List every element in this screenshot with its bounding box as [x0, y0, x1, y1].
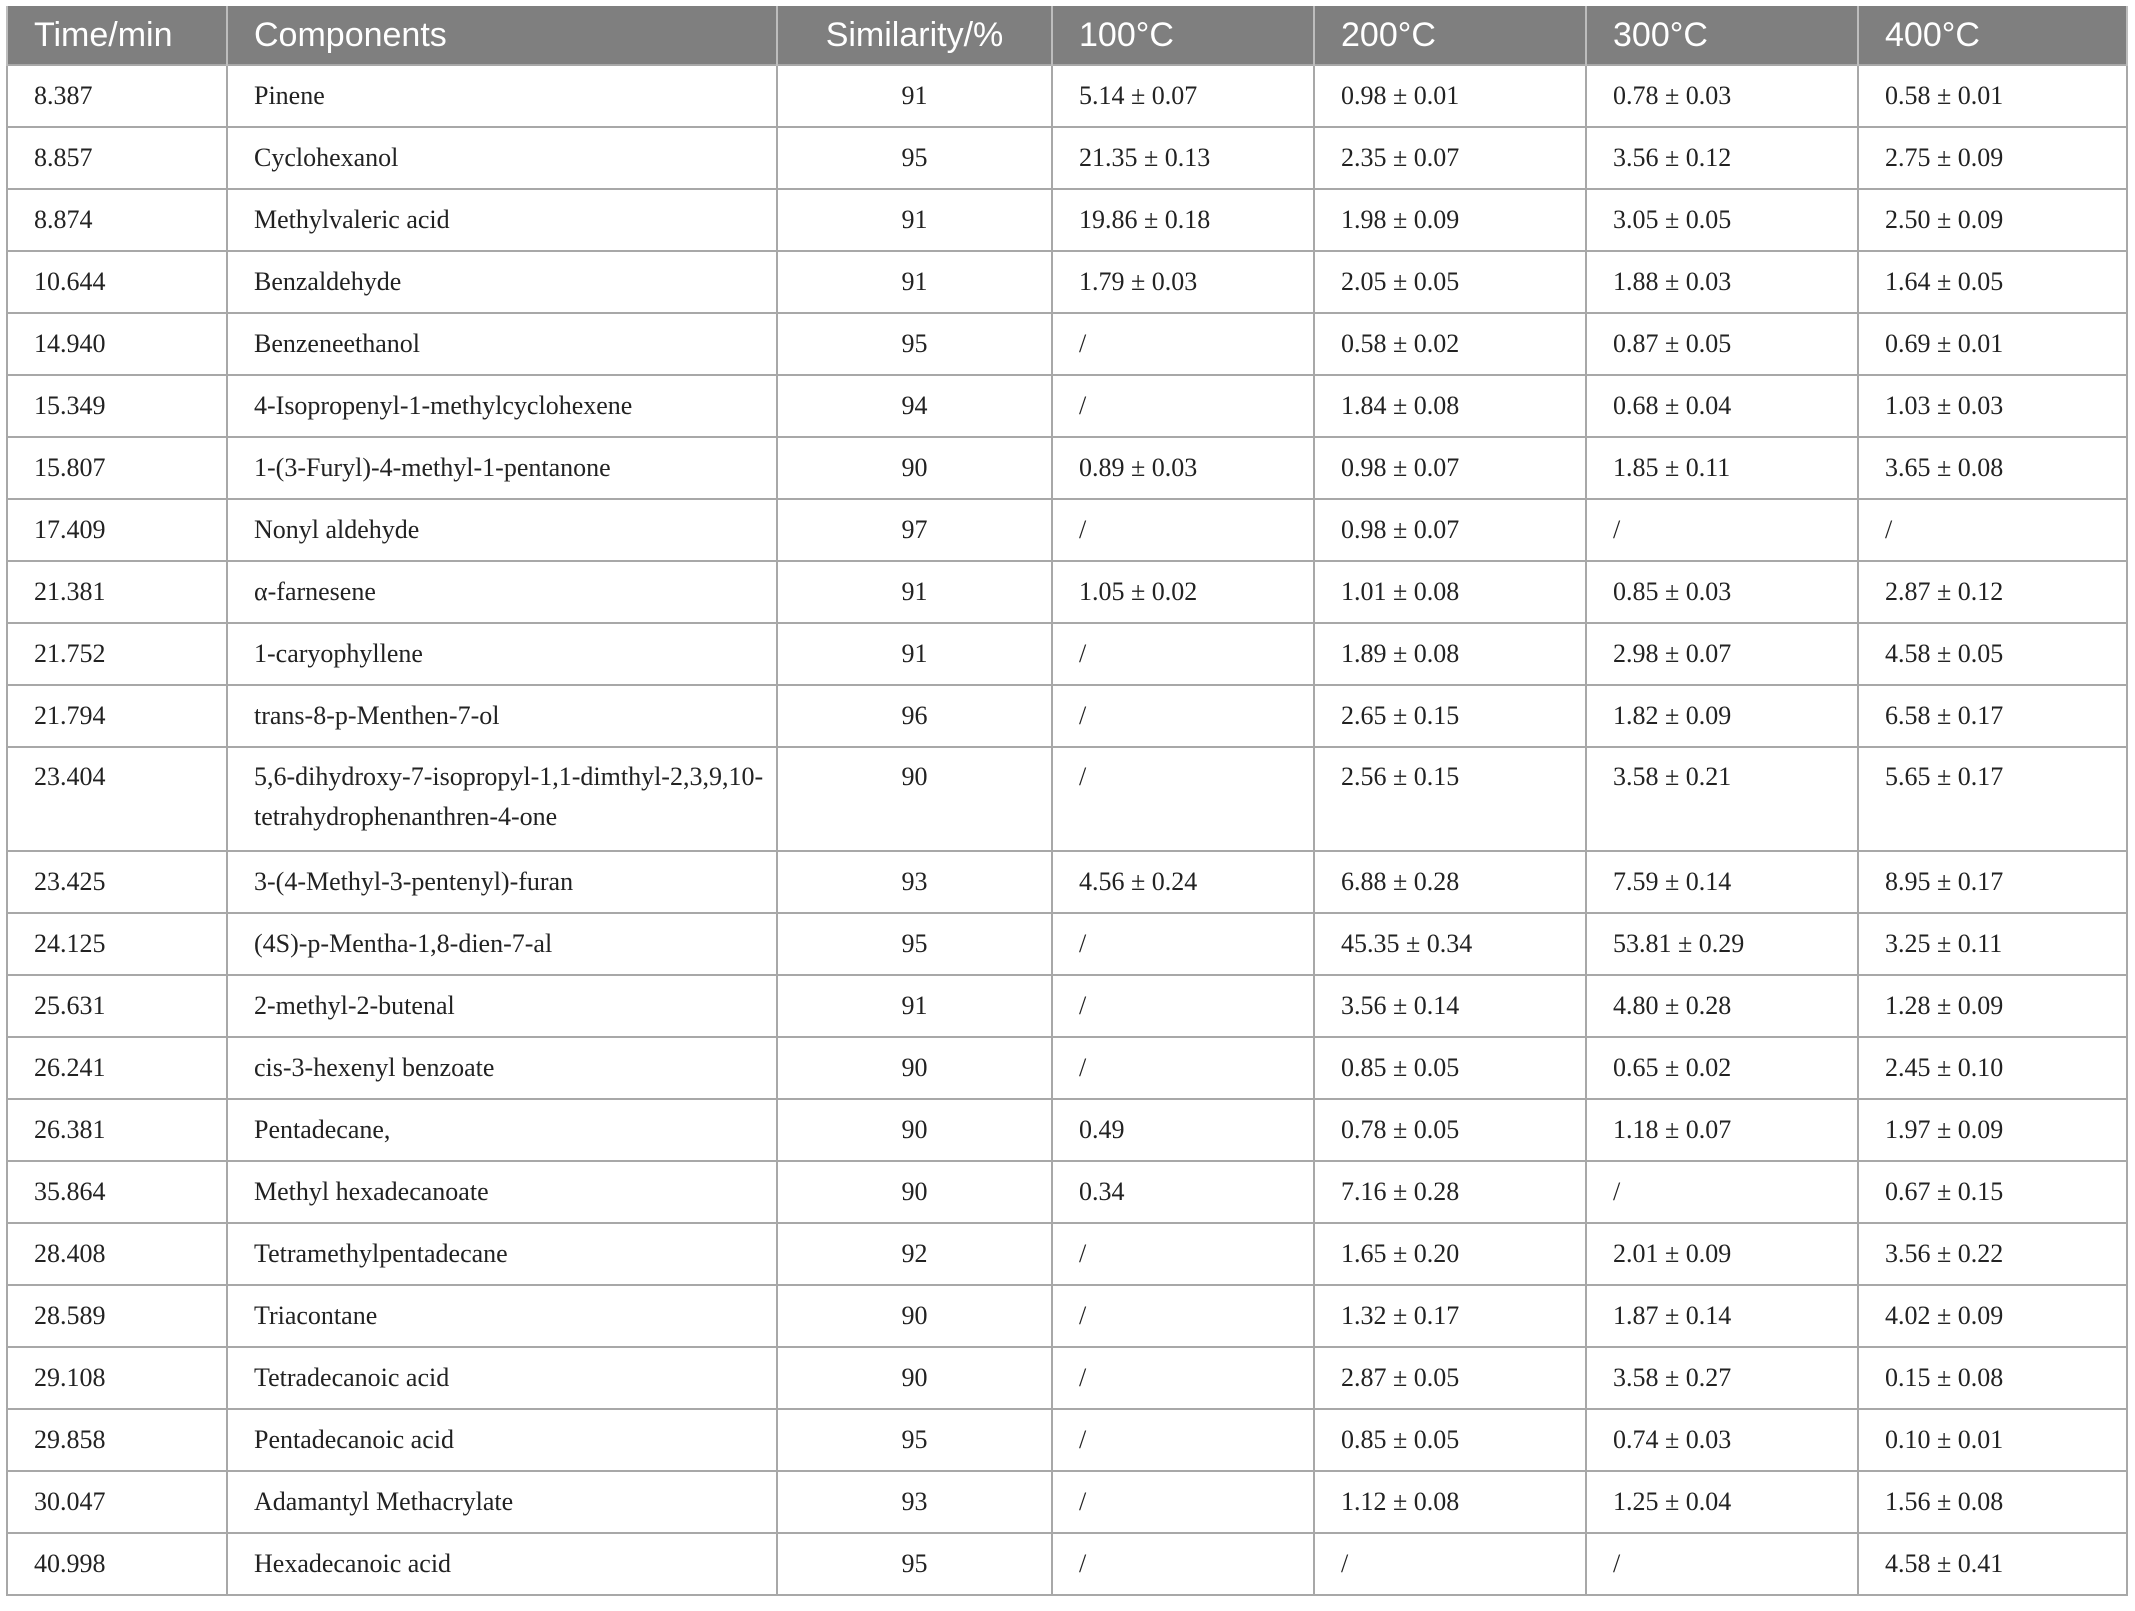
- table-row: [7, 1161, 2127, 1223]
- cell-300c: 53.81 ± 0.29: [1586, 913, 1858, 975]
- cell-100c: /: [1052, 375, 1314, 437]
- cell-time: 17.409: [7, 499, 227, 561]
- cell-similarity: 95: [777, 313, 1052, 375]
- cell-similarity: 93: [777, 1471, 1052, 1533]
- cell-100c: /: [1052, 913, 1314, 975]
- table-row: [7, 1099, 2127, 1161]
- table-row: [7, 375, 2127, 437]
- cell-component: cis-3-hexenyl benzoate: [227, 1037, 777, 1099]
- cell-300c: 2.01 ± 0.09: [1586, 1223, 1858, 1285]
- header-200c: 200°C: [1314, 6, 1586, 65]
- cell-component: Hexadecanoic acid: [227, 1533, 777, 1595]
- cell-similarity: 95: [777, 1409, 1052, 1471]
- cell-100c: 5.14 ± 0.07: [1052, 65, 1314, 127]
- cell-similarity: 97: [777, 499, 1052, 561]
- cell-100c: /: [1052, 499, 1314, 561]
- cell-200c: 1.12 ± 0.08: [1314, 1471, 1586, 1533]
- cell-400c: 2.45 ± 0.10: [1858, 1037, 2127, 1099]
- cell-similarity: 95: [777, 127, 1052, 189]
- cell-component: Benzeneethanol: [227, 313, 777, 375]
- cell-time: 29.858: [7, 1409, 227, 1471]
- cell-time: 28.408: [7, 1223, 227, 1285]
- cell-similarity: 91: [777, 975, 1052, 1037]
- cell-time: 23.404: [7, 747, 227, 851]
- cell-similarity: 91: [777, 561, 1052, 623]
- cell-similarity: 90: [777, 747, 1052, 851]
- cell-component: Pentadecanoic acid: [227, 1409, 777, 1471]
- cell-100c: /: [1052, 313, 1314, 375]
- cell-300c: 0.85 ± 0.03: [1586, 561, 1858, 623]
- cell-100c: 19.86 ± 0.18: [1052, 189, 1314, 251]
- cell-component: Tetradecanoic acid: [227, 1347, 777, 1409]
- cell-200c: 1.84 ± 0.08: [1314, 375, 1586, 437]
- cell-100c: /: [1052, 1037, 1314, 1099]
- table-row: [7, 251, 2127, 313]
- cell-300c: 7.59 ± 0.14: [1586, 851, 1858, 913]
- cell-200c: /: [1314, 1533, 1586, 1595]
- header-time: Time/min: [7, 6, 227, 65]
- cell-time: 29.108: [7, 1347, 227, 1409]
- cell-time: 40.998: [7, 1533, 227, 1595]
- cell-300c: /: [1586, 499, 1858, 561]
- cell-400c: 0.69 ± 0.01: [1858, 313, 2127, 375]
- cell-similarity: 94: [777, 375, 1052, 437]
- cell-component: Nonyl aldehyde: [227, 499, 777, 561]
- cell-component: (4S)-p-Mentha-1,8-dien-7-al: [227, 913, 777, 975]
- cell-100c: 0.49: [1052, 1099, 1314, 1161]
- cell-200c: 0.78 ± 0.05: [1314, 1099, 1586, 1161]
- cell-200c: 0.85 ± 0.05: [1314, 1037, 1586, 1099]
- cell-400c: 3.25 ± 0.11: [1858, 913, 2127, 975]
- cell-similarity: 96: [777, 685, 1052, 747]
- cell-300c: 3.58 ± 0.27: [1586, 1347, 1858, 1409]
- cell-time: 30.047: [7, 1471, 227, 1533]
- cell-100c: /: [1052, 1409, 1314, 1471]
- cell-100c: /: [1052, 1533, 1314, 1595]
- cell-100c: 1.05 ± 0.02: [1052, 561, 1314, 623]
- cell-component: 3-(4-Methyl-3-pentenyl)-furan: [227, 851, 777, 913]
- cell-time: 8.874: [7, 189, 227, 251]
- cell-400c: 1.03 ± 0.03: [1858, 375, 2127, 437]
- cell-400c: 3.65 ± 0.08: [1858, 437, 2127, 499]
- cell-200c: 1.89 ± 0.08: [1314, 623, 1586, 685]
- cell-component: Tetramethylpentadecane: [227, 1223, 777, 1285]
- cell-time: 8.857: [7, 127, 227, 189]
- cell-100c: /: [1052, 1471, 1314, 1533]
- cell-similarity: 95: [777, 1533, 1052, 1595]
- cell-400c: 4.02 ± 0.09: [1858, 1285, 2127, 1347]
- cell-time: 26.241: [7, 1037, 227, 1099]
- cell-300c: 1.88 ± 0.03: [1586, 251, 1858, 313]
- header-similarity: Similarity/%: [777, 6, 1052, 65]
- cell-200c: 0.98 ± 0.07: [1314, 437, 1586, 499]
- cell-similarity: 91: [777, 623, 1052, 685]
- table-row: [7, 685, 2127, 747]
- cell-component: 2-methyl-2-butenal: [227, 975, 777, 1037]
- cell-400c: 0.15 ± 0.08: [1858, 1347, 2127, 1409]
- cell-400c: 4.58 ± 0.05: [1858, 623, 2127, 685]
- cell-similarity: 90: [777, 1037, 1052, 1099]
- table-row: [7, 561, 2127, 623]
- cell-component: Methylvaleric acid: [227, 189, 777, 251]
- cell-component: Cyclohexanol: [227, 127, 777, 189]
- cell-300c: 3.05 ± 0.05: [1586, 189, 1858, 251]
- cell-time: 15.349: [7, 375, 227, 437]
- cell-400c: 2.75 ± 0.09: [1858, 127, 2127, 189]
- cell-component: Adamantyl Methacrylate: [227, 1471, 777, 1533]
- cell-200c: 2.35 ± 0.07: [1314, 127, 1586, 189]
- cell-100c: /: [1052, 747, 1314, 851]
- table-row: [7, 1223, 2127, 1285]
- cell-time: 25.631: [7, 975, 227, 1037]
- cell-time: 21.794: [7, 685, 227, 747]
- cell-300c: /: [1586, 1533, 1858, 1595]
- cell-100c: 0.89 ± 0.03: [1052, 437, 1314, 499]
- cell-400c: /: [1858, 499, 2127, 561]
- cell-400c: 0.67 ± 0.15: [1858, 1161, 2127, 1223]
- cell-time: 15.807: [7, 437, 227, 499]
- cell-similarity: 92: [777, 1223, 1052, 1285]
- cell-200c: 1.65 ± 0.20: [1314, 1223, 1586, 1285]
- cell-300c: 1.87 ± 0.14: [1586, 1285, 1858, 1347]
- table-row: [7, 851, 2127, 913]
- cell-300c: 4.80 ± 0.28: [1586, 975, 1858, 1037]
- header-400c: 400°C: [1858, 6, 2127, 65]
- cell-100c: /: [1052, 685, 1314, 747]
- cell-400c: 8.95 ± 0.17: [1858, 851, 2127, 913]
- cell-time: 14.940: [7, 313, 227, 375]
- cell-400c: 5.65 ± 0.17: [1858, 747, 2127, 851]
- cell-300c: 0.68 ± 0.04: [1586, 375, 1858, 437]
- cell-similarity: 91: [777, 251, 1052, 313]
- table-row: [7, 623, 2127, 685]
- cell-300c: 1.25 ± 0.04: [1586, 1471, 1858, 1533]
- cell-200c: 2.87 ± 0.05: [1314, 1347, 1586, 1409]
- header-100c: 100°C: [1052, 6, 1314, 65]
- cell-200c: 6.88 ± 0.28: [1314, 851, 1586, 913]
- cell-similarity: 93: [777, 851, 1052, 913]
- cell-component: α-farnesene: [227, 561, 777, 623]
- header-components: Components: [227, 6, 777, 65]
- cell-component: 4-Isopropenyl-1-methylcyclohexene: [227, 375, 777, 437]
- cell-200c: 0.58 ± 0.02: [1314, 313, 1586, 375]
- cell-300c: 1.82 ± 0.09: [1586, 685, 1858, 747]
- cell-time: 23.425: [7, 851, 227, 913]
- cell-component: Methyl hexadecanoate: [227, 1161, 777, 1223]
- table-row: [7, 1409, 2127, 1471]
- table-row: [7, 1533, 2127, 1595]
- cell-300c: 0.74 ± 0.03: [1586, 1409, 1858, 1471]
- cell-300c: 0.65 ± 0.02: [1586, 1037, 1858, 1099]
- cell-400c: 0.10 ± 0.01: [1858, 1409, 2127, 1471]
- cell-400c: 3.56 ± 0.22: [1858, 1223, 2127, 1285]
- cell-similarity: 90: [777, 1285, 1052, 1347]
- table-row: [7, 975, 2127, 1037]
- cell-time: 35.864: [7, 1161, 227, 1223]
- cell-200c: 0.98 ± 0.01: [1314, 65, 1586, 127]
- cell-time: 21.381: [7, 561, 227, 623]
- cell-400c: 0.58 ± 0.01: [1858, 65, 2127, 127]
- cell-300c: 1.18 ± 0.07: [1586, 1099, 1858, 1161]
- cell-400c: 4.58 ± 0.41: [1858, 1533, 2127, 1595]
- cell-component: Benzaldehyde: [227, 251, 777, 313]
- cell-400c: 2.50 ± 0.09: [1858, 189, 2127, 251]
- cell-200c: 1.32 ± 0.17: [1314, 1285, 1586, 1347]
- cell-300c: 3.56 ± 0.12: [1586, 127, 1858, 189]
- cell-100c: /: [1052, 975, 1314, 1037]
- cell-100c: /: [1052, 1347, 1314, 1409]
- cell-200c: 7.16 ± 0.28: [1314, 1161, 1586, 1223]
- cell-200c: 3.56 ± 0.14: [1314, 975, 1586, 1037]
- cell-400c: 1.64 ± 0.05: [1858, 251, 2127, 313]
- cell-similarity: 91: [777, 189, 1052, 251]
- table-row: [7, 65, 2127, 127]
- cell-200c: 0.98 ± 0.07: [1314, 499, 1586, 561]
- cell-time: 28.589: [7, 1285, 227, 1347]
- cell-component: Triacontane: [227, 1285, 777, 1347]
- cell-400c: 1.28 ± 0.09: [1858, 975, 2127, 1037]
- header-300c: 300°C: [1586, 6, 1858, 65]
- table-row: [7, 747, 2127, 851]
- cell-component: 1-(3-Furyl)-4-methyl-1-pentanone: [227, 437, 777, 499]
- cell-400c: 2.87 ± 0.12: [1858, 561, 2127, 623]
- cell-similarity: 90: [777, 1347, 1052, 1409]
- table-row: [7, 1037, 2127, 1099]
- cell-200c: 2.65 ± 0.15: [1314, 685, 1586, 747]
- cell-200c: 1.01 ± 0.08: [1314, 561, 1586, 623]
- cell-similarity: 90: [777, 437, 1052, 499]
- cell-200c: 0.85 ± 0.05: [1314, 1409, 1586, 1471]
- cell-similarity: 95: [777, 913, 1052, 975]
- cell-component: Pentadecane,: [227, 1099, 777, 1161]
- cell-100c: /: [1052, 1285, 1314, 1347]
- cell-100c: /: [1052, 623, 1314, 685]
- cell-time: 21.752: [7, 623, 227, 685]
- table-row: [7, 913, 2127, 975]
- cell-component: 1-caryophyllene: [227, 623, 777, 685]
- cell-100c: 21.35 ± 0.13: [1052, 127, 1314, 189]
- cell-200c: 45.35 ± 0.34: [1314, 913, 1586, 975]
- table-row: [7, 1285, 2127, 1347]
- cell-300c: 3.58 ± 0.21: [1586, 747, 1858, 851]
- cell-time: 24.125: [7, 913, 227, 975]
- cell-100c: 0.34: [1052, 1161, 1314, 1223]
- cell-400c: 1.97 ± 0.09: [1858, 1099, 2127, 1161]
- cell-400c: 1.56 ± 0.08: [1858, 1471, 2127, 1533]
- cell-similarity: 91: [777, 65, 1052, 127]
- cell-time: 8.387: [7, 65, 227, 127]
- cell-400c: 6.58 ± 0.17: [1858, 685, 2127, 747]
- cell-100c: /: [1052, 1223, 1314, 1285]
- cell-300c: 2.98 ± 0.07: [1586, 623, 1858, 685]
- cell-component: trans-8-p-Menthen-7-ol: [227, 685, 777, 747]
- table-row: [7, 189, 2127, 251]
- cell-300c: 0.87 ± 0.05: [1586, 313, 1858, 375]
- table-row: [7, 1471, 2127, 1533]
- cell-100c: 1.79 ± 0.03: [1052, 251, 1314, 313]
- cell-component: 5,6-dihydroxy-7-isopropyl-1,1-dimthyl-2,3,9,10-tetrahydrophenanthren-4-one: [227, 747, 777, 851]
- table-row: [7, 127, 2127, 189]
- cell-component: Pinene: [227, 65, 777, 127]
- cell-similarity: 90: [777, 1099, 1052, 1161]
- cell-300c: 0.78 ± 0.03: [1586, 65, 1858, 127]
- cell-similarity: 90: [777, 1161, 1052, 1223]
- cell-time: 26.381: [7, 1099, 227, 1161]
- cell-100c: 4.56 ± 0.24: [1052, 851, 1314, 913]
- table-row: [7, 437, 2127, 499]
- cell-200c: 1.98 ± 0.09: [1314, 189, 1586, 251]
- components-table: [6, 6, 2128, 1596]
- table-row: [7, 1347, 2127, 1409]
- header-row: [7, 6, 2127, 65]
- cell-200c: 2.56 ± 0.15: [1314, 747, 1586, 851]
- table-row: [7, 313, 2127, 375]
- cell-300c: 1.85 ± 0.11: [1586, 437, 1858, 499]
- cell-time: 10.644: [7, 251, 227, 313]
- cell-200c: 2.05 ± 0.05: [1314, 251, 1586, 313]
- table-row: [7, 499, 2127, 561]
- cell-300c: /: [1586, 1161, 1858, 1223]
